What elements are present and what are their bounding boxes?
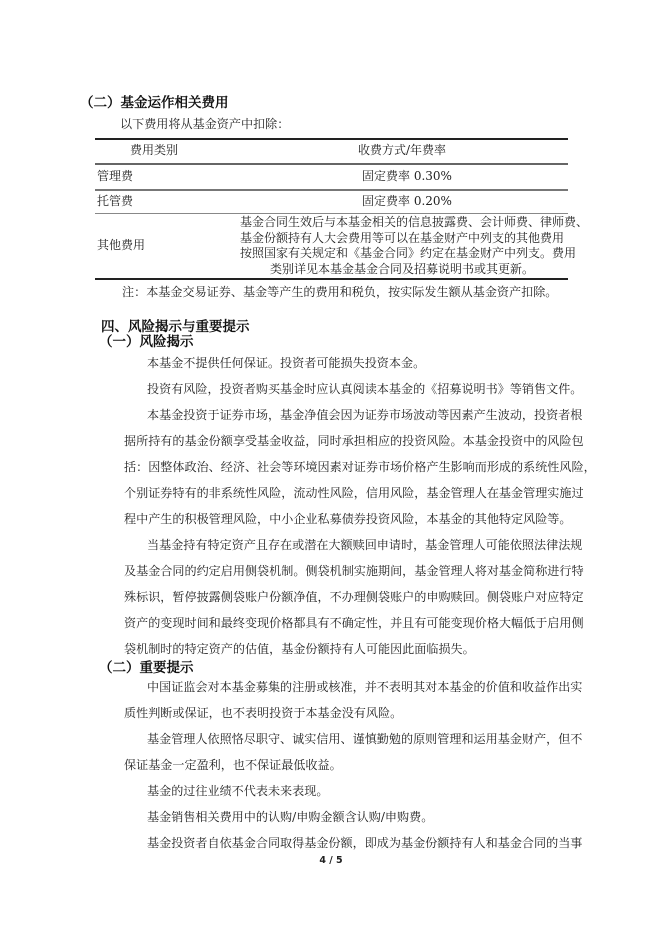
fees-intro: 以下费用将从基金资产中扣除： — [120, 117, 290, 131]
text-line: 基金销售相关费用中的认购/申购金额含认购/申购费。 — [147, 810, 434, 824]
text-line: 基金管理人依照恪尽职守、诚实信用、谨慎勤勉的原则管理和运用基金财产，但不 — [147, 732, 583, 746]
fees-note: 注：本基金交易证券、基金等产生的费用和税负，按实际发生额从基金资产扣除。 — [122, 285, 558, 299]
table-rule — [95, 163, 568, 165]
table-rule — [95, 138, 568, 140]
text-line: 殊标识，暂停披露侧袋账户份额净值，不办理侧袋账户的申购赎回。侧袋账户对应特定 — [124, 590, 584, 604]
text-line: 基金的过往业绩不代表未来表现。 — [147, 784, 329, 798]
rate-line: 基金合同生效后与本基金相关的信息披露费、会计师费、律师费、 — [240, 215, 589, 229]
text-line: 据所持有的基金份额享受基金收益，同时承担相应的投资风险。本基金投资中的风险包 — [124, 434, 584, 448]
text-line: 本基金投资于证券市场，基金净值会因为证券市场波动等因素产生波动，投资者根 — [147, 408, 583, 422]
fees-heading: （二）基金运作相关费用 — [80, 95, 229, 111]
text-line: 袋机制时的特定资产的估值，基金份额持有人可能因此面临损失。 — [124, 642, 475, 656]
text-line: 程中产生的积极管理风险，中小企业私募债券投资风险，本基金的其他特定风险等。 — [124, 512, 572, 526]
rate-line: 基金份额持有人大会费用等可以在基金财产中列支的其他费用 — [240, 230, 565, 245]
rate-line: 按照国家有关规定和《基金合同》约定在基金财产中列支。费用 — [240, 246, 577, 260]
text-line: 资产的变现时间和最终变现价格都具有不确定性，并且有可能变现价格大幅低于启用侧 — [124, 616, 584, 630]
text-line: 本基金不提供任何保证。投资者可能损失投资本金。 — [147, 356, 426, 370]
text-line: 保证基金一定盈利，也不保证最低收益。 — [124, 758, 342, 772]
risk-heading: 四、风险揭示与重要提示 — [101, 319, 250, 335]
text-line: 质性判断或保证，也不表明投资于本基金没有风险。 — [124, 706, 403, 720]
table-cell-rate: 固定费率 0.30% — [362, 169, 452, 183]
rate-line: 类别详见本基金基金合同及招募说明书或其更新。 — [269, 261, 534, 276]
table-cell-rate — [240, 215, 589, 277]
text-line: 括：因整体政治、经济、社会等环境因素对证券市场价格产生影响而形成的系统性风险， — [124, 460, 596, 474]
text-line: 投资有风险，投资者购买基金时应认真阅读本基金的《招募说明书》等销售文件。 — [147, 382, 583, 396]
risk-subheading-2: （二）重要提示 — [99, 660, 194, 676]
table-cell-rate: 固定费率 0.20% — [362, 194, 452, 208]
risk-subheading-1: （一）风险揭示 — [99, 334, 194, 350]
table-header: 收费方式/年费率 — [358, 143, 447, 157]
text-line: 基金投资者自依基金合同取得基金份额，即成为基金份额持有人和基金合同的当事 — [147, 836, 583, 850]
table-cell-category: 其他费用 — [97, 238, 146, 252]
table-cell-category: 托管费 — [97, 194, 134, 208]
table-rule — [95, 278, 568, 280]
text-line: 个别证券特有的非系统性风险，流动性风险，信用风险，基金管理人在基金管理实施过 — [124, 486, 584, 500]
page-number: 4 / 5 — [319, 855, 343, 866]
table-cell-category: 管理费 — [97, 169, 134, 183]
table-header: 费用类别 — [130, 143, 179, 157]
text-line: 当基金持有特定资产且存在或潜在大额赎回申请时，基金管理人可能依照法律法规 — [147, 538, 583, 552]
table-rule — [95, 213, 568, 214]
table-rule — [95, 189, 568, 191]
text-line: 中国证监会对本基金募集的注册或核准，并不表明其对本基金的价值和收益作出实 — [147, 680, 583, 694]
text-line: 及基金合同的约定启用侧袋机制。侧袋机制实施期间，基金管理人将对基金简称进行特 — [124, 564, 584, 578]
